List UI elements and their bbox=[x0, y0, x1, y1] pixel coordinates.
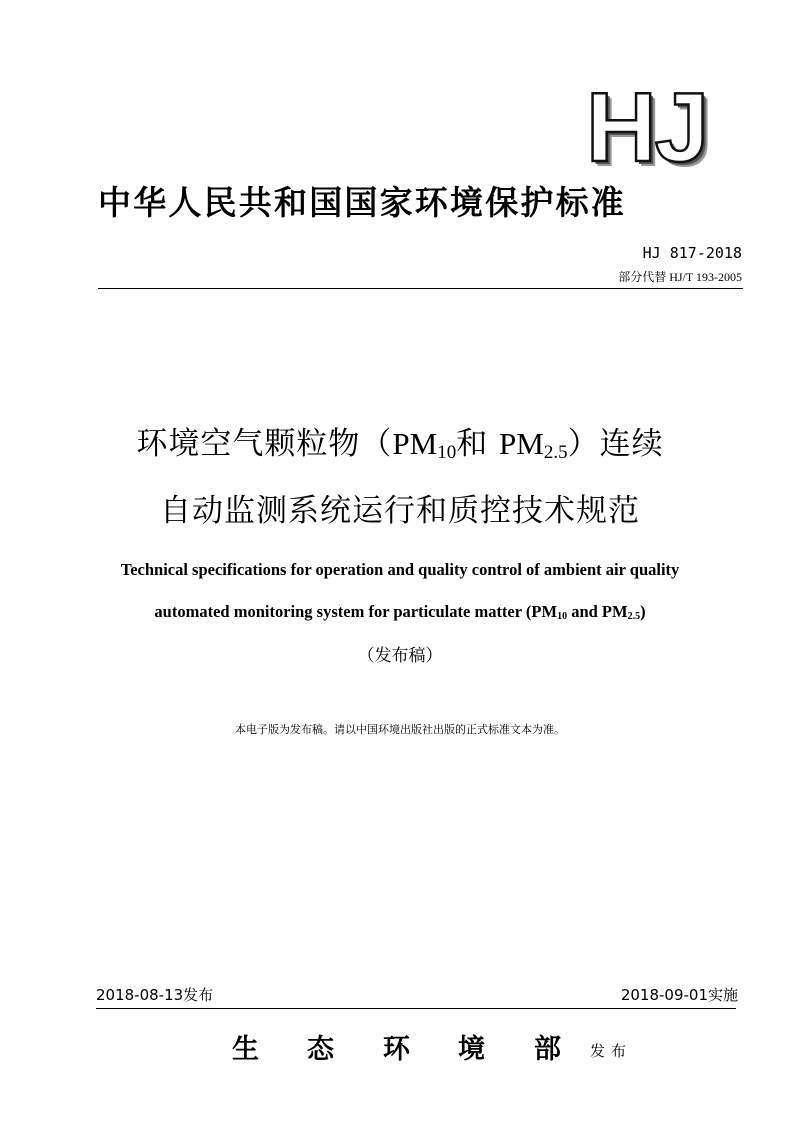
issue-suffix: 发布 bbox=[590, 1042, 633, 1060]
issuer-char: 环 bbox=[383, 1034, 410, 1065]
pm-label: PM bbox=[499, 426, 544, 461]
title-en-line2 bbox=[40, 602, 760, 622]
pm10-subscript: 10 bbox=[557, 611, 568, 622]
issuer-char: 境 bbox=[458, 1034, 485, 1065]
title-cn-pm25 bbox=[499, 426, 568, 461]
title-cn-text-a: 环境空气颗粒物（ bbox=[136, 426, 393, 462]
title-cn-pm10 bbox=[392, 426, 456, 461]
pm-label: PM bbox=[392, 426, 438, 461]
issuer bbox=[0, 1032, 800, 1072]
hj-logo: HJ bbox=[586, 72, 708, 182]
title-en-text-a: automated monitoring system for particulate matter (PM bbox=[154, 602, 558, 621]
title-cn-and: 和 bbox=[456, 426, 500, 462]
title-cn-line1 bbox=[40, 422, 760, 466]
draft-label: （发布稿） bbox=[357, 646, 443, 666]
footer-divider bbox=[96, 1008, 736, 1009]
publish-date: 2018-08-13发布 bbox=[96, 986, 214, 1004]
header-divider bbox=[98, 288, 743, 289]
title-cn-line2: 自动监测系统运行和质控技术规范 bbox=[160, 493, 640, 529]
standard-organization-title: 中华人民共和国国家环境保护标准 bbox=[98, 183, 626, 222]
implement-date: 2018-09-01实施 bbox=[620, 986, 738, 1004]
title-en-and: and PM bbox=[567, 602, 628, 621]
title-en-close: ) bbox=[640, 602, 646, 621]
issuer-char: 态 bbox=[307, 1034, 334, 1065]
issuer-char: 生 bbox=[232, 1034, 259, 1065]
replaced-standard: 部分代替 HJ/T 193-2005 bbox=[618, 270, 742, 284]
standard-number: HJ 817-2018 bbox=[642, 244, 742, 262]
issuer-char: 部 bbox=[534, 1034, 561, 1065]
pm25-subscript: 2.5 bbox=[543, 442, 568, 463]
edition-note: 本电子版为发布稿。请以中国环境出版社出版的正式标准文本为准。 bbox=[235, 723, 565, 736]
pm10-subscript: 10 bbox=[437, 442, 457, 463]
title-cn-text-b: ）连续 bbox=[567, 426, 664, 462]
title-en-line1: Technical specifications for operation and quality control of ambient air quality bbox=[120, 560, 680, 579]
pm25-subscript: 2.5 bbox=[627, 611, 641, 622]
